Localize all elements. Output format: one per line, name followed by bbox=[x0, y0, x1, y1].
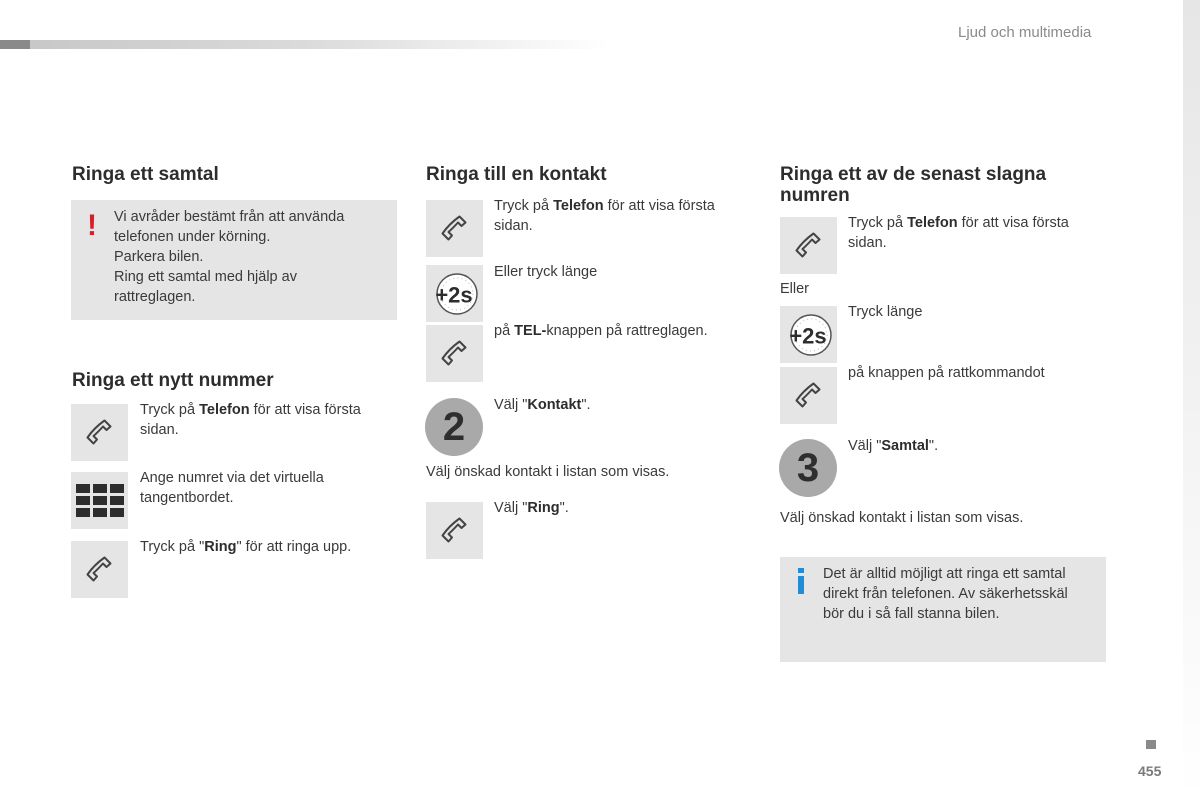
recent-step-4: Välj "Samtal". bbox=[848, 438, 939, 454]
new-number-step-1: Tryck på Telefon för att visa första sidan. bbox=[140, 402, 361, 438]
info-icon bbox=[798, 568, 804, 594]
heading-make-call: Ringa ett samtal bbox=[72, 164, 219, 185]
section-title: Ljud och multimedia bbox=[958, 24, 1092, 41]
page-number: 455 bbox=[1138, 763, 1162, 779]
recent-step-5: Välj önskad kontakt i listan som visas. bbox=[780, 510, 1024, 526]
contact-step-1: Tryck på Telefon för att visa första sidan. bbox=[494, 198, 715, 234]
recent-step-1: Tryck på Telefon för att visa första sidan. bbox=[848, 215, 1069, 251]
phone-handset-icon bbox=[793, 380, 825, 412]
phone-button bbox=[71, 541, 128, 598]
step-number-badge: 2 bbox=[425, 398, 483, 456]
contact-step-6: Välj "Ring". bbox=[494, 500, 569, 516]
new-number-step-3: Tryck på "Ring" för att ringa upp. bbox=[140, 539, 352, 555]
heading-new-number: Ringa ett nytt nummer bbox=[72, 370, 274, 391]
phone-handset-icon bbox=[439, 213, 471, 245]
contact-step-4: Välj "Kontakt". bbox=[494, 397, 591, 413]
step-number-badge: 3 bbox=[779, 439, 837, 497]
new-number-step-2: Ange numret via det virtuella tangentbordet. bbox=[140, 470, 324, 506]
tel-button bbox=[426, 325, 483, 382]
phone-handset-icon bbox=[84, 554, 116, 586]
info-note bbox=[780, 557, 1106, 662]
phone-handset-icon bbox=[439, 338, 471, 370]
page-marker bbox=[1146, 740, 1156, 749]
warning-text: Vi avråder bestämt från att använda telefonen under körning. Parkera bilen. Ring ett samtal med hjälp av rattreglagen. bbox=[114, 209, 345, 305]
long-press-2s-icon bbox=[780, 306, 837, 363]
phone-handset-icon bbox=[439, 515, 471, 547]
phone-handset-icon bbox=[84, 417, 116, 449]
recent-step-2: Tryck länge bbox=[848, 304, 923, 320]
long-press-2s-icon bbox=[426, 265, 483, 322]
steering-button bbox=[780, 367, 837, 424]
heading-recent-numbers: Ringa ett av de senast slagna numren bbox=[780, 164, 1047, 206]
keypad-button bbox=[71, 472, 128, 529]
long-press-indicator bbox=[780, 306, 837, 363]
phone-button bbox=[426, 200, 483, 257]
warning-icon: ! bbox=[87, 209, 97, 242]
svg-text:+2s: +2s bbox=[789, 323, 827, 349]
info-text: Det är alltid möjligt att ringa ett samtal direkt från telefonen. Av säkerhetsskäl bör du i så fall stanna bilen. bbox=[823, 566, 1068, 622]
warning-note bbox=[71, 200, 397, 320]
call-button bbox=[426, 502, 483, 559]
phone-button bbox=[780, 217, 837, 274]
phone-button bbox=[71, 404, 128, 461]
phone-handset-icon bbox=[793, 230, 825, 262]
or-label: Eller bbox=[780, 281, 810, 297]
contact-step-5: Välj önskad kontakt i listan som visas. bbox=[426, 464, 670, 480]
long-press-indicator bbox=[426, 265, 483, 322]
keypad-icon bbox=[74, 484, 126, 518]
svg-text:+2s: +2s bbox=[435, 282, 473, 308]
contact-step-3: på TEL-knappen på rattreglagen. bbox=[494, 323, 708, 339]
heading-call-contact: Ringa till en kontakt bbox=[426, 164, 607, 185]
contact-step-2: Eller tryck länge bbox=[494, 264, 598, 280]
header-rule bbox=[0, 40, 610, 49]
recent-step-3: på knappen på rattkommandot bbox=[848, 365, 1045, 381]
page-edge-bar bbox=[1183, 0, 1200, 800]
